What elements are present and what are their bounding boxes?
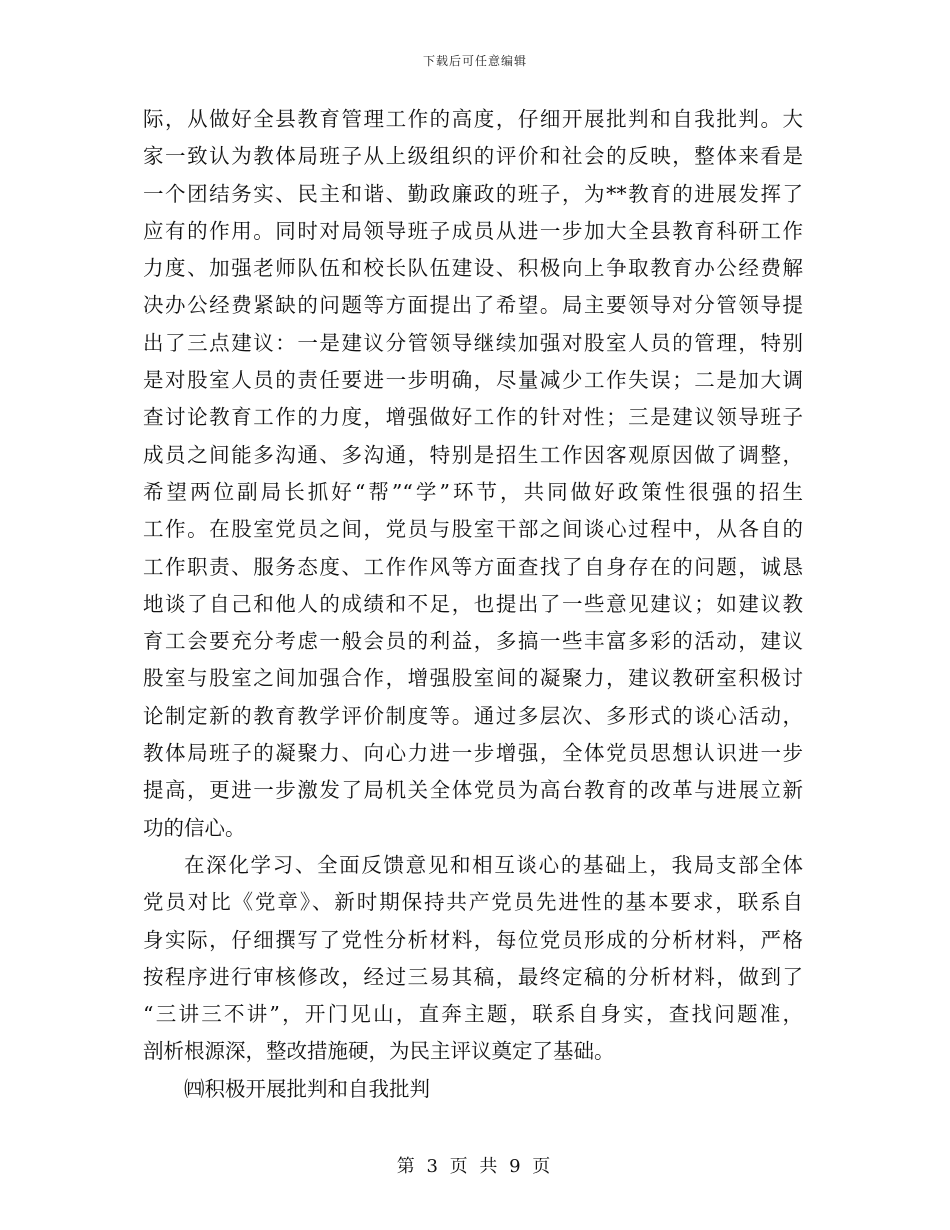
text-line-8: 是对股室人员的责任要进一步明确，尽量减少工作失误；二是加大调 (143, 368, 803, 393)
text-line-24: 按程序进行审核修改，经过三易其稿，最终定稿的分析材料，做到了 (143, 964, 803, 989)
text-line-23: 身实际，仔细撰写了党性分析材料，每位党员形成的分析材料，严格 (143, 927, 803, 952)
text-line-11: 希望两位副局长抓好“帮”“学”环节，共同做好政策性很强的招生 (143, 479, 803, 504)
section-heading: ㈣积极开展批判和自我批判 (184, 1076, 430, 1101)
text-line-14: 地谈了自己和他人的成绩和不足，也提出了一些意见建议；如建议教 (143, 591, 803, 616)
document-body (143, 101, 803, 1108)
text-line-25: “三讲三不讲”，开门见山，直奔主题，联系自身实，查找问题准， (143, 1002, 803, 1027)
text-line-17: 论制定新的教育教学评价制度等。通过多层次、多形式的谈心活动， (143, 703, 803, 728)
page-number-footer: 第 3 页 共 9 页 (396, 1156, 554, 1177)
text-line-7: 出了三点建议：一是建议分管领导继续加强对股室人员的管理，特别 (143, 330, 803, 355)
text-line-2: 家一致认为教体局班子从上级组织的评价和社会的反映，整体来看是 (143, 144, 803, 169)
page-header: 下载后可任意编辑 (422, 54, 527, 68)
text-line-19: 提高，更进一步激发了局机关全体党员为高台教育的改革与进展立新 (143, 778, 803, 803)
text-line-15: 育工会要充分考虑一般会员的利益，多搞一些丰富多彩的活动，建议 (143, 629, 803, 654)
text-line-1: 际，从做好全县教育管理工作的高度，仔细开展批判和自我批判。大 (143, 107, 803, 131)
text-line-21: 在深化学习、全面反馈意见和相互谈心的基础上，我局支部全体 (184, 852, 803, 877)
text-line-10: 成员之间能多沟通、多沟通，特别是招生工作因客观原因做了调整， (143, 442, 803, 467)
text-line-22: 党员对比《党章》、新时期保持共产党员先进性的基本要求，联系自 (143, 890, 803, 915)
text-line-13: 工作职责、服务态度、工作作风等方面查找了自身存在的问题，诚恳 (143, 554, 803, 579)
text-line-9: 查讨论教育工作的力度，增强做好工作的针对性；三是建议领导班子 (143, 405, 803, 430)
text-line-26: 剖析根源深，整改措施硬，为民主评议奠定了基础。 (143, 1039, 615, 1064)
text-line-5: 力度、加强老师队伍和校长队伍建设、积极向上争取教育办公经费解 (143, 256, 803, 281)
text-line-18: 教体局班子的凝聚力、向心力进一步增强，全体党员思想认识进一步 (143, 741, 803, 766)
text-line-4: 应有的作用。同时对局领导班子成员从进一步加大全县教育科研工作 (143, 218, 803, 243)
text-line-12: 工作。在股室党员之间，党员与股室干部之间谈心过程中，从各自的 (143, 517, 803, 542)
text-line-20: 功的信心。 (143, 815, 246, 840)
text-line-6: 决办公经费紧缺的问题等方面提出了希望。局主要领导对分管领导提 (143, 293, 803, 318)
text-line-3: 一个团结务实、民主和谐、勤政廉政的班子，为**教育的进展发挥了 (143, 181, 803, 206)
text-line-16: 股室与股室之间加强合作，增强股室间的凝聚力，建议教研室积极讨 (143, 666, 803, 691)
